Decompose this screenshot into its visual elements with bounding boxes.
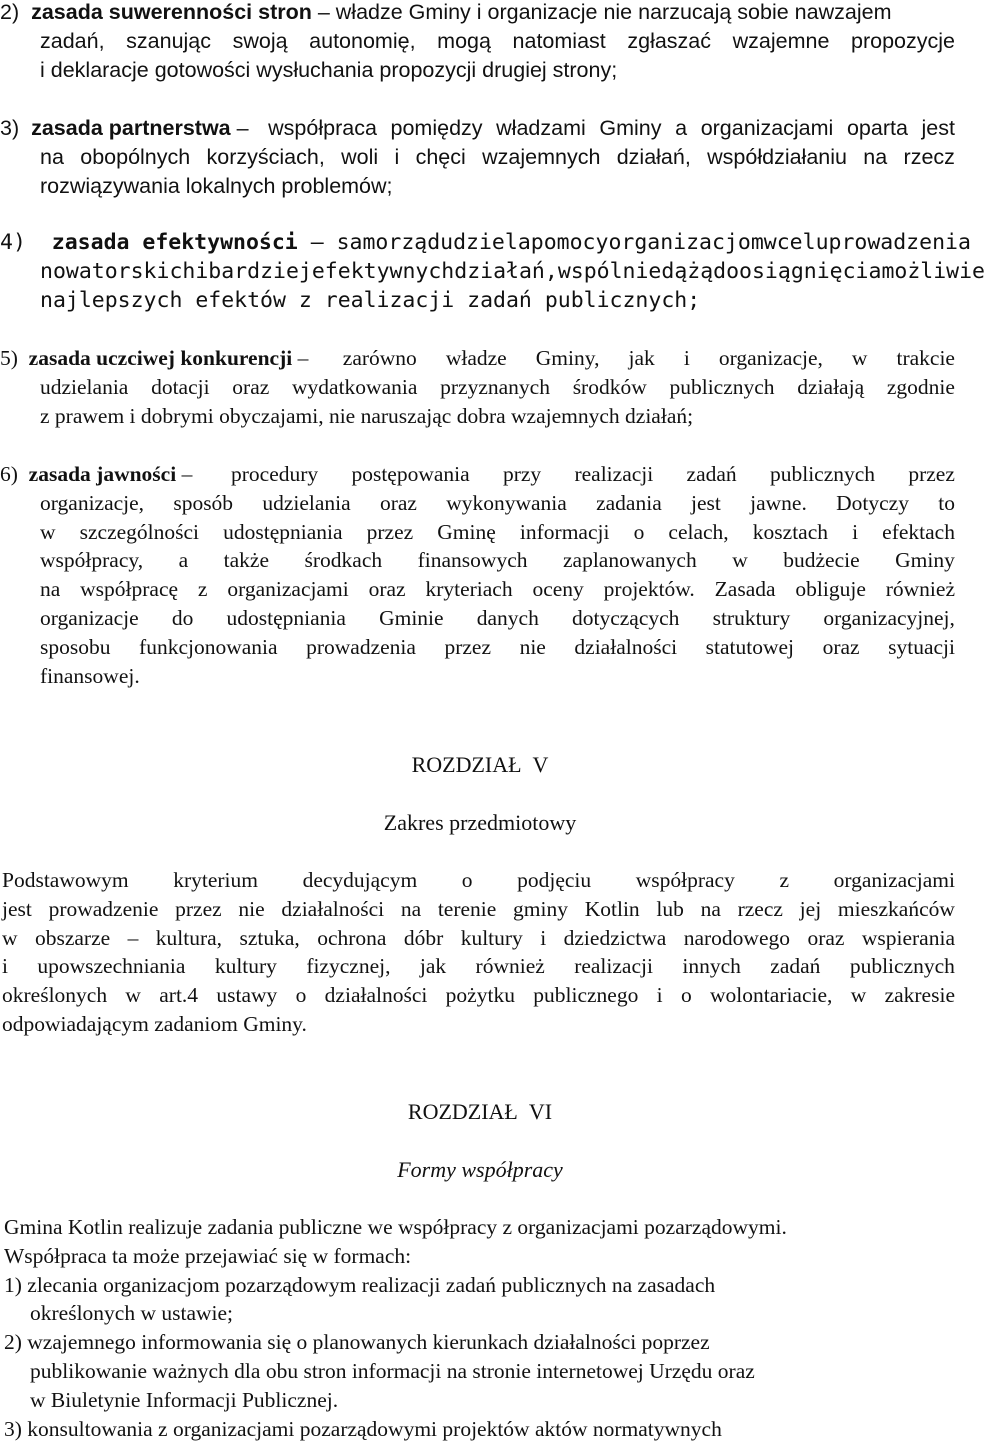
chapter-6-line [4,1242,954,1270]
list-item-line [40,143,955,171]
word: możliwie [881,258,985,284]
list-item-line [40,662,955,690]
chapter-heading: ROZDZIAŁ VI [407,1099,553,1124]
list-number: 2) [0,0,26,24]
word: organizacjami [227,577,349,602]
word: rzecz [903,144,955,169]
word: dotacji [151,374,210,399]
chapter-subheading: Formy współpracy [397,1157,563,1182]
word: współpracę [80,577,179,602]
word: sposobu [40,634,111,659]
chapter-6-line [30,1357,954,1385]
word: działalności [574,634,678,659]
list-number: 4) [0,230,39,255]
word: dóbr [403,925,444,950]
word: swoją [232,28,288,53]
word: sposób [173,490,234,515]
word: jest [2,896,32,921]
word: mogą [437,28,491,53]
word: informacji [519,519,610,544]
list-item-line [40,172,955,200]
word: oparta [846,116,908,140]
word: statutowej [705,634,795,659]
word: pomiędzy [390,116,483,140]
word: publicznego [533,983,639,1008]
word: jej [799,896,822,921]
principle-name: zasada efektywności [51,230,298,255]
chapter-6-line [4,1328,954,1356]
word: Zasada [714,577,776,602]
word: udostępniania [226,606,346,630]
word: to [938,490,955,515]
word: budżecie [783,548,860,573]
word: zadania [596,490,662,515]
line-text: publikowanie ważnych dla obu stron informacji na stronie internetowej Urzędu oraz [30,1359,755,1383]
word: prowadzenia [306,634,416,659]
word: o [680,983,692,1008]
word: działalności [324,983,428,1008]
word: nie [519,634,546,659]
word: przyznanych [440,374,550,399]
word: pomocy [530,230,609,255]
line-text: Współpraca ta może przejawiać się w formach: [4,1243,412,1268]
list-item-5-first-line [0,344,955,372]
word: wzajemnych [482,144,601,169]
list-item-4-first-line [0,229,971,257]
word: oraz [807,925,845,950]
word: również [885,577,955,602]
word: w [763,230,777,255]
line-text: określonych w ustawie; [30,1301,234,1326]
word: oraz [232,374,270,399]
word: oceny [532,577,584,602]
word: w [850,983,867,1008]
list-item-line [40,27,955,55]
word: zgłaszać [627,28,712,53]
word: wzajemne [732,28,830,53]
word: i [540,925,547,950]
word: z [197,577,208,602]
word: dotyczących [571,606,680,630]
list-item-3-first-line [0,114,955,142]
word: na [700,896,721,921]
word: kultura, [155,925,223,950]
word: obopólnych [80,144,191,169]
list-item-lead [0,460,198,488]
word: woli [341,144,379,169]
word: współdziałaniu [707,144,847,169]
word: osiągnięcia [739,258,882,284]
word: sztuka, [239,925,300,950]
word: o [295,983,307,1008]
list-item-line [40,402,955,430]
word: zadań [686,462,737,486]
word: narodowego [683,925,791,950]
line-text: odpowiadającym zadaniom Gminy. [2,1012,307,1036]
word: pożytku [445,983,515,1008]
dash: – [311,0,336,24]
word: korzyściach, [206,144,325,169]
word: na [400,896,422,921]
word: udzielania [262,490,351,515]
word: na [40,144,64,169]
word: funkcjonowania [139,634,278,659]
word: organizacje, [718,346,823,370]
line-text: z prawem i dobrymi obyczajami, nie naruszając dobra wzajemnych działań; [40,403,694,428]
line-text: najlepszych efektów z realizacji zadań publicznych; [40,287,701,313]
word: propozycje [851,28,955,53]
list-item-line [40,633,955,661]
word: podjęciu [517,868,592,892]
word: projektów. [603,577,695,602]
word: działają [797,374,865,399]
word: władze [445,346,507,370]
word: sytuacji [888,634,955,659]
word: i [394,144,400,169]
list-number: 3) [0,116,26,140]
word: jawne. [750,490,807,515]
chapter-subheading: Zakres przedmiotowy [383,810,577,835]
word: obszarze [34,925,111,950]
list-item-lead [0,344,314,372]
word: Podstawowym [2,868,129,892]
word: w [2,925,18,950]
word: w [851,346,868,370]
word: i [852,519,859,544]
word: kultury [214,954,277,979]
word: zaplanowanych [563,548,697,573]
word: przez [444,634,492,659]
chapter-6-line [30,1299,954,1327]
word: procedury [231,462,319,486]
principle-name: zasada partnerstwa [31,116,231,140]
principle-name: zasada jawności [28,462,177,486]
word: a [178,548,189,573]
dash: – [297,230,337,255]
list-item-line [40,489,955,517]
word: innych [682,954,741,979]
list-item-line [40,604,955,632]
list-item-line [40,575,955,603]
word: oraz [822,634,860,659]
word: z [779,868,789,892]
word: zgodnie [886,374,955,399]
list-item-line [40,373,955,401]
word: przez [366,519,414,544]
list-item-2-first-line [0,0,955,26]
word: współpracy, [40,548,144,573]
word: oraz [379,490,417,515]
word: prowadzenia [828,230,971,255]
word: także [223,548,269,573]
word: przy [502,462,542,486]
word: wolontariacie, [710,983,833,1008]
word: zarówno [342,346,417,370]
dash: – [176,462,198,486]
list-item-lead [0,0,336,24]
word: kultury [460,925,523,950]
word: środków [572,374,647,399]
word: wspierania [861,925,955,950]
word: rzecz [737,896,783,921]
word: art.4 [159,983,199,1008]
word: dążą [661,258,714,284]
word: w [732,548,748,573]
chapter-5-paragraph-line [2,981,955,1009]
line-text: finansowej. [40,663,140,688]
word: Gminie [379,606,444,630]
word: dziedzictwa [563,925,667,950]
word: kryterium [173,868,258,892]
dash: – [292,346,314,370]
list-item-line [40,518,955,546]
word: decydującym [302,868,418,892]
word: mieszkańców [837,896,955,921]
word: celu [776,230,829,255]
word: współpraca [268,116,377,140]
word: kosztach [752,519,828,544]
word: samorząd [336,230,441,255]
word: w [125,983,141,1008]
line-text: władze Gminy i organizacje nie narzucają sobie nawzajem [335,0,892,24]
list-item-line [40,56,955,84]
word: terenie [437,896,497,921]
word: udziela [440,230,531,255]
word: postępowania [351,462,470,486]
word: Gminy [895,548,955,573]
word: oraz [368,577,406,602]
word: upowszechniania [37,954,186,979]
list-item-line [40,258,985,286]
chapter-6-line [4,1213,954,1241]
word: i [195,258,209,284]
principle-name: zasada uczciwej konkurencji [28,346,293,370]
word: Gminę [437,519,496,544]
word: organizacyjnej, [823,606,955,630]
line-text: i deklaracje gotowości wysłuchania propozycji drugiej strony; [40,57,618,82]
word: i [683,346,690,370]
word: ochrona [317,925,387,950]
word: celach, [668,519,729,544]
word: fizycznej, [306,954,391,979]
chapter-5-paragraph-line [2,924,955,952]
line-text: rozwiązywania lokalnych problemów; [40,173,393,198]
word: jak [419,954,447,979]
word: działań, [454,258,558,284]
word: Gminy, [535,346,600,370]
chapter-6-line [30,1386,954,1414]
dash: – [230,116,255,140]
line-text: 2) wzajemnego informowania się o planowanych kierunkach działalności poprzez [4,1330,710,1355]
word: realizacji [574,462,654,486]
word: gminy [513,896,568,921]
word: natomiast [512,28,606,53]
list-item-lead [0,114,255,142]
chapter-5-paragraph-line [2,952,955,980]
word: publicznych [849,954,955,979]
word: jest [921,116,955,140]
word: Dotyczy [836,490,909,515]
word: organizacjami [833,868,955,892]
word: władzami [496,116,586,140]
word: organizacje [40,606,139,630]
word: organizacjom [608,230,764,255]
list-number: 6) [0,462,24,486]
line-text: 1) zlecania organizacjom pozarządowym realizacji zadań publicznych na zasadach [4,1272,716,1297]
word: publicznych [669,374,775,399]
word: danych [476,606,539,630]
chapter-5-paragraph-line [2,1010,955,1038]
word: jest [691,490,721,515]
word: szczególności [79,519,200,544]
word: organizacjami [700,116,834,140]
word: Kotlin [584,896,640,921]
word: i [656,983,663,1008]
word: do [171,606,194,630]
word: przez [908,462,955,486]
word: działań, [616,144,691,169]
word: udzielania [40,374,129,399]
word: jak [628,346,655,370]
word: prowadzenie [48,896,159,921]
word: wykonywania [446,490,567,515]
word: zakresie [884,983,955,1008]
word: chęci [415,144,466,169]
word: w [40,519,56,544]
word: a [675,116,688,140]
word: efektach [882,519,955,544]
word: zadań [770,954,821,979]
word: wspólnie [557,258,662,284]
line-text: Gmina Kotlin realizuje zadania publiczne we współpracy z organizacjami pozarządowymi. [4,1215,787,1239]
word: lub [656,896,684,921]
list-item-line [40,287,955,315]
word: obliguje [795,577,866,602]
chapter-5-paragraph-line [2,895,955,923]
word: również [475,954,545,979]
word: wydatkowania [292,374,418,399]
word: do [713,258,740,284]
principle-name: zasada suwerenności stron [31,0,312,24]
word: przez [175,896,222,921]
word: struktury [712,606,791,630]
list-number: 5) [0,346,24,370]
word: określonych [2,983,108,1008]
word: finansowych [417,548,528,573]
word: szanując [126,28,212,53]
word: ustawy [216,983,278,1008]
line-text: 3) konsultowania z organizacjami pozarządowymi projektów aktów normatywnych [4,1416,722,1441]
chapter-6-line [4,1415,954,1443]
word: bardziej [208,258,312,284]
list-item-lead [0,229,337,257]
word: o [633,519,645,544]
line-text: w Biuletynie Informacji Publicznej. [30,1387,339,1412]
list-item-line [40,546,955,574]
word: o [461,868,473,892]
list-item-6-first-line [0,460,955,488]
word: i [2,954,8,979]
chapter-heading: ROZDZIAŁ V [411,752,549,777]
word: trakcie [896,346,955,370]
word: nowatorskich [40,258,196,284]
word: autonomię, [309,28,416,53]
chapter-6-line [4,1271,954,1299]
word: realizacji [574,954,653,979]
word: środkach [304,548,383,573]
word: na [40,577,61,602]
word: kryteriach [425,577,513,602]
word: publicznych [769,462,876,486]
word: organizacje, [40,490,145,515]
word: zadań, [40,28,105,53]
word: efektywnych [311,258,455,284]
word: Gminy [599,116,662,140]
word: udostępniania [223,519,343,544]
word: nie [238,896,265,921]
word: działalności [281,896,385,921]
word: na [863,144,888,169]
chapter-5-paragraph-line [2,866,955,894]
word: – [127,925,139,950]
word: współpracy [635,868,735,892]
